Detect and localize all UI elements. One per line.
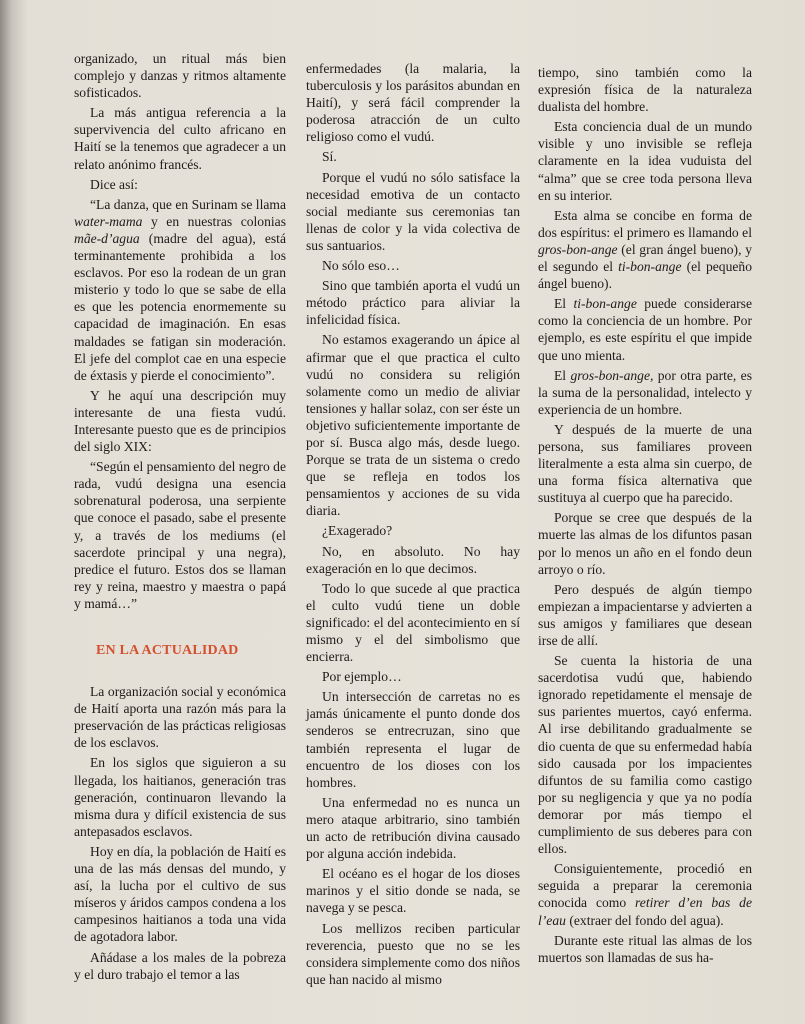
paragraph: enfermedades (la malaria, la tuberculosis y los parásitos abundan en Haití), y será fácil comprender la poderosa atracción de un culto religioso como el vudú.	[306, 61, 520, 145]
paragraph: Un intersección de carretas no es jamás únicamente el punto donde dos senderos se entrecruzan, sino que también representa el lugar de encuentro de los dioses con los hombres.	[306, 689, 520, 790]
paragraph: No estamos exagerando un ápice al afirmar que el que practica el culto vudú no considera su religión solamente como un medio de aliviar tensiones y hallar solaz, con ser éste un objetivo suficientemente importante de por sí. Busca algo más, desde luego. Porque se trata de un sistema o credo que se refleja en todos los pensamientos y acciones de su vida diaria.	[306, 332, 520, 519]
paragraph: Se cuenta la historia de una sacerdotisa vudú que, habiendo ignorado repetidamente el mensaje de sus parientes muertos, cayó enferma. Al irse debilitando gradualmente se dio cuenta de que su enfermedad había sido causada por los impacientes difuntos de su familia como castigo por su negligencia y que ya no podía demorar por más tiempo el cumplimiento de sus deberes para con ellos.	[538, 653, 752, 857]
italic-term: retirer d’en bas de l’eau	[538, 895, 752, 928]
paragraph: Todo lo que sucede al que practica el culto vudú tiene un doble significado: el del acontecimiento en sí mismo y el del simbolismo que encierra.	[306, 580, 520, 665]
paragraph: En los siglos que siguieron a su llegada, los haitianos, generación tras generación, continuaron llevando la misma dura y difícil existencia de sus antepasados esclavos.	[74, 755, 286, 839]
text-column-1	[74, 50, 286, 986]
paragraph: El ti-bon-ange puede considerarse como la conciencia de un hombre. Por ejemplo, es este espíritu el que impide que uno mienta.	[538, 296, 752, 363]
paragraph: Durante este ritual las almas de los muertos son llamadas de sus ha-	[538, 932, 752, 965]
italic-term: mãe-d’agua	[74, 230, 140, 246]
paragraph: Por ejemplo…	[322, 669, 402, 685]
italic-term: ti-bon-ange	[573, 296, 637, 312]
paragraph: organizado, un ritual más bien complejo y danzas y ritmos altamente sofisticados.	[74, 51, 286, 101]
quote-paragraph: “Según el pensamiento del negro de rada, vudú designa una esencia sobrenatural poderosa, una serpiente que conoce el pasado, sabe el presente y, a través de los mediums (el sacerdote principal y una negra), predice el futuro. Estos dos se llaman rey y reina, maestro y maestra o papá y mamá…”	[74, 459, 286, 611]
paragraph: ¿Exagerado?	[322, 523, 393, 539]
italic-term: water-mama	[74, 213, 143, 229]
italic-term: gros-bon-ange,	[570, 367, 654, 383]
paragraph: Y después de la muerte de una persona, sus familiares proveen literalmente a esta alma sin cuerpo, de una forma física alternativa que sustituya al cuerpo que ha parecido.	[538, 421, 752, 506]
paragraph: No sólo eso…	[322, 258, 400, 274]
paragraph: El océano es el hogar de los dioses marinos y el sitio donde se nada, se navega y se pesca.	[306, 866, 520, 916]
section-heading: EN LA ACTUALIDAD	[96, 643, 239, 658]
paragraph: No, en absoluto. No hay exageración en lo que decimos.	[306, 543, 520, 576]
paragraph: Esta conciencia dual de un mundo visible y uno invisible se refleja claramente en la idea vuduista del “alma” que se cree toda persona lleva en su interior.	[538, 119, 752, 203]
paragraph: Porque se cree que después de la muerte las almas de los difuntos pasan por lo menos un año en el fondo deun arroyo o río.	[538, 510, 752, 577]
italic-term: ti-bon-ange	[618, 259, 682, 275]
quote-paragraph: “La danza, que en Surinam se llama water-mama y en nuestras colonias mãe-d’agua (madre del agua), está terminantemente prohibida a los esclavos. Por eso la rodean de un gran misterio y todo lo que se sabe de ella es que les potencia enormemente su capacidad de imaginación. En esas maldades se fatigan sin moderación. El jefe del complot cae en una especie de éxtasis y pierde el conocimiento”.	[74, 196, 286, 383]
paragraph: La más antigua referencia a la supervivencia del culto africano en Haití se la tenemos que agradecer a un relato anónimo francés.	[74, 105, 286, 172]
paragraph: Dice así:	[90, 176, 138, 192]
text-column-2	[306, 60, 520, 991]
paragraph: Los mellizos reciben particular reverencia, puesto que no se les considera simplemente como dos niños que han nacido al mismo	[306, 920, 520, 987]
paragraph: Y he aquí una descripción muy interesante de una fiesta vudú. Interesante puesto que es de principios del siglo XIX:	[74, 387, 286, 455]
paragraph: Esta alma se concibe en forma de dos espíritus: el primero es llamando el gros-bon-ange (el gran ángel bueno), y el segundo el ti-bon-ange (el pequeño ángel bueno).	[538, 207, 753, 292]
paragraph: Porque el vudú no sólo satisface la necesidad emotiva de un contacto social mediante sus ceremonias tan llenas de color y la vida colectiva de sus santuarios.	[306, 169, 520, 253]
paragraph: Hoy en día, la población de Haití es una de las más densas del mundo, y así, la lucha por el cultivo de sus míseros y áridos campos condena a los campesinos haitianos a toda una vida de agotadora labor.	[74, 843, 286, 945]
paragraph: El gros-bon-ange, por otra parte, es la suma de la personalidad, intelecto y experiencia de un hombre.	[538, 367, 752, 417]
paragraph: Sí.	[322, 149, 337, 165]
paragraph: Añádase a los males de la pobreza y el duro trabajo el temor a las	[74, 949, 286, 982]
paragraph: La organización social y económica de Haití aporta una razón más para la preservación de las prácticas religiosas de los esclavos.	[74, 684, 286, 751]
paragraph: Una enfermedad no es nunca un mero ataque arbitrario, sino también un acto de retribución divina causado por alguna acción indebida.	[306, 794, 520, 862]
paragraph: Consiguientemente, procedió en seguida a preparar la ceremonia conocida como retirer d’en bas de l’eau (extraer del fondo del agua).	[538, 861, 752, 928]
paragraph: tiempo, sino también como la expresión física de la naturaleza dualista del hombre.	[538, 65, 752, 115]
paragraph: Sino que también aporta el vudú un método práctico para aliviar la infelicidad física.	[306, 278, 520, 328]
paragraph: Pero después de algún tiempo empiezan a impacientarse y advierten a sus amigos y familiares que desean irse de allí.	[538, 581, 752, 648]
italic-term: gros-bon-ange	[538, 241, 618, 257]
text-column-3	[538, 64, 752, 969]
